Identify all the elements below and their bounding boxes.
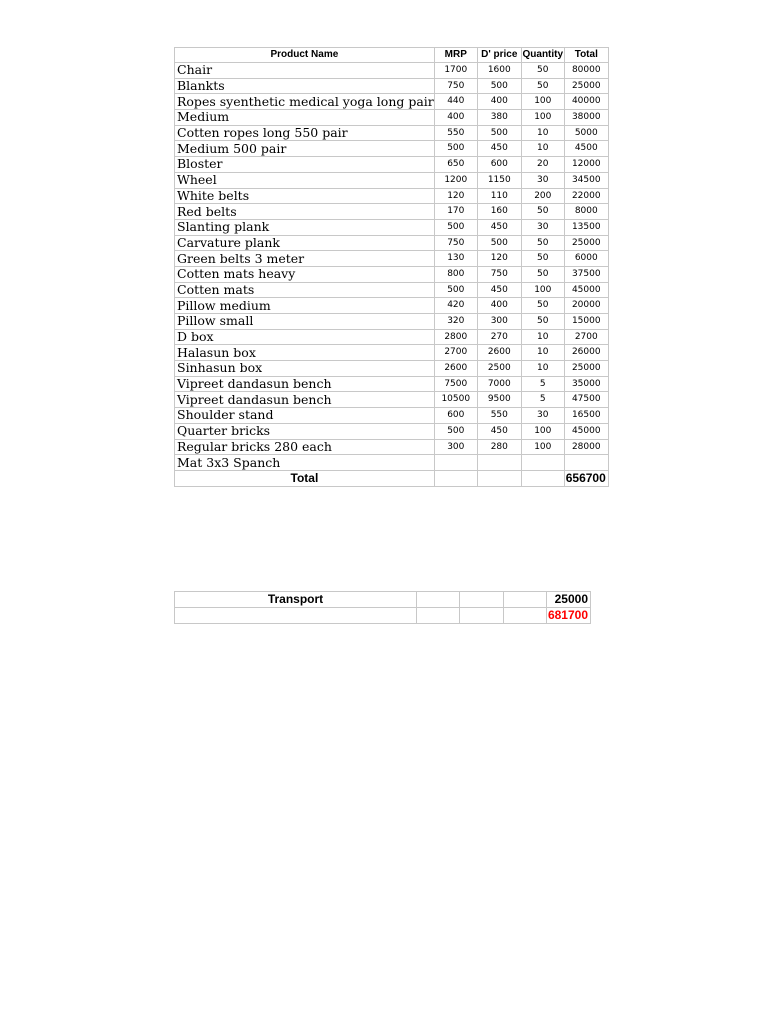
- dprice-cell: 450: [477, 141, 521, 157]
- empty-cell: [175, 608, 417, 624]
- table-row: [175, 423, 609, 439]
- total-label: Total: [175, 470, 435, 486]
- quantity-cell: 50: [521, 298, 564, 314]
- quantity-cell: 30: [521, 172, 564, 188]
- total-cell: 26000: [564, 345, 608, 361]
- dprice-cell: 270: [477, 329, 521, 345]
- table-row: [175, 439, 609, 455]
- dprice-cell: 300: [477, 314, 521, 330]
- transport-table: [174, 591, 591, 624]
- product-name-cell: Pillow medium: [175, 298, 435, 314]
- table-row: [175, 110, 609, 126]
- dprice-cell: 1150: [477, 172, 521, 188]
- quantity-cell: 50: [521, 78, 564, 94]
- total-cell: 37500: [564, 266, 608, 282]
- total-cell: 16500: [564, 408, 608, 424]
- table-row: [175, 282, 609, 298]
- table-row: [175, 125, 609, 141]
- total-row: [175, 470, 609, 486]
- mrp-cell: 750: [434, 235, 477, 251]
- quantity-cell: 10: [521, 141, 564, 157]
- quantity-cell: 100: [521, 439, 564, 455]
- quantity-cell: 30: [521, 408, 564, 424]
- product-name-cell: Red belts: [175, 204, 435, 220]
- dprice-cell: 280: [477, 439, 521, 455]
- total-cell: 5000: [564, 125, 608, 141]
- dprice-cell: 2600: [477, 345, 521, 361]
- mrp-cell: 120: [434, 188, 477, 204]
- total-cell: [564, 455, 608, 471]
- total-cell: 38000: [564, 110, 608, 126]
- total-value: 656700: [564, 470, 608, 486]
- quantity-cell: 20: [521, 157, 564, 173]
- quantity-cell: 100: [521, 110, 564, 126]
- empty-cell: [434, 470, 477, 486]
- empty-cell: [417, 608, 460, 624]
- product-name-cell: Cotten mats: [175, 282, 435, 298]
- grand-total-value: 681700: [547, 608, 591, 624]
- total-cell: 47500: [564, 392, 608, 408]
- mrp-cell: 1200: [434, 172, 477, 188]
- total-cell: 25000: [564, 235, 608, 251]
- product-name-cell: Chair: [175, 63, 435, 79]
- table-row: [175, 329, 609, 345]
- product-name-cell: Cotten ropes long 550 pair: [175, 125, 435, 141]
- total-cell: 45000: [564, 423, 608, 439]
- quantity-cell: 100: [521, 282, 564, 298]
- dprice-cell: 450: [477, 423, 521, 439]
- mrp-cell: 500: [434, 141, 477, 157]
- product-rows: [175, 63, 609, 471]
- product-name-cell: Wheel: [175, 172, 435, 188]
- dprice-cell: 450: [477, 219, 521, 235]
- dprice-cell: 120: [477, 251, 521, 267]
- dprice-cell: 400: [477, 298, 521, 314]
- quantity-cell: 50: [521, 204, 564, 220]
- total-cell: 12000: [564, 157, 608, 173]
- dprice-cell: 7000: [477, 376, 521, 392]
- total-cell: 40000: [564, 94, 608, 110]
- table-row: [175, 455, 609, 471]
- product-name-cell: Blankts: [175, 78, 435, 94]
- product-name-cell: Sinhasun box: [175, 361, 435, 377]
- table-row: [175, 251, 609, 267]
- transport-value: 25000: [547, 592, 591, 608]
- mrp-cell: 550: [434, 125, 477, 141]
- table-row: [175, 78, 609, 94]
- mrp-cell: 320: [434, 314, 477, 330]
- table-row: [175, 376, 609, 392]
- product-table: [174, 47, 609, 487]
- total-cell: 4500: [564, 141, 608, 157]
- total-cell: 20000: [564, 298, 608, 314]
- dprice-cell: 500: [477, 235, 521, 251]
- mrp-cell: 2800: [434, 329, 477, 345]
- empty-cell: [521, 470, 564, 486]
- product-name-cell: D box: [175, 329, 435, 345]
- table-row: [175, 94, 609, 110]
- total-cell: 34500: [564, 172, 608, 188]
- header-row: [175, 48, 609, 63]
- mrp-cell: 600: [434, 408, 477, 424]
- product-name-cell: Cotten mats heavy: [175, 266, 435, 282]
- empty-cell: [477, 470, 521, 486]
- total-cell: 13500: [564, 219, 608, 235]
- mrp-cell: 300: [434, 439, 477, 455]
- table-row: [175, 392, 609, 408]
- mrp-cell: 650: [434, 157, 477, 173]
- mrp-cell: 420: [434, 298, 477, 314]
- dprice-cell: 110: [477, 188, 521, 204]
- empty-cell: [460, 608, 504, 624]
- product-name-cell: Vipreet dandasun bench: [175, 392, 435, 408]
- mrp-cell: 800: [434, 266, 477, 282]
- quantity-cell: 10: [521, 329, 564, 345]
- quantity-cell: 5: [521, 392, 564, 408]
- product-name-cell: Vipreet dandasun bench: [175, 376, 435, 392]
- mrp-cell: 750: [434, 78, 477, 94]
- total-cell: 45000: [564, 282, 608, 298]
- total-cell: 15000: [564, 314, 608, 330]
- dprice-cell: 550: [477, 408, 521, 424]
- quantity-cell: 50: [521, 235, 564, 251]
- table-row: [175, 314, 609, 330]
- mrp-cell: 10500: [434, 392, 477, 408]
- mrp-cell: 170: [434, 204, 477, 220]
- quantity-cell: 50: [521, 251, 564, 267]
- mrp-cell: 500: [434, 219, 477, 235]
- table-row: [175, 361, 609, 377]
- dprice-cell: 750: [477, 266, 521, 282]
- product-name-cell: Regular bricks 280 each: [175, 439, 435, 455]
- product-name-cell: Shoulder stand: [175, 408, 435, 424]
- quantity-cell: 10: [521, 361, 564, 377]
- table-row: [175, 141, 609, 157]
- dprice-cell: 2500: [477, 361, 521, 377]
- total-cell: 8000: [564, 204, 608, 220]
- quantity-cell: 200: [521, 188, 564, 204]
- dprice-cell: 160: [477, 204, 521, 220]
- table-row: [175, 408, 609, 424]
- total-cell: 80000: [564, 63, 608, 79]
- product-name-cell: Halasun box: [175, 345, 435, 361]
- table-row: [175, 345, 609, 361]
- header-dprice: D' price: [477, 48, 521, 63]
- total-cell: 22000: [564, 188, 608, 204]
- dprice-cell: 450: [477, 282, 521, 298]
- transport-label: Transport: [175, 592, 417, 608]
- dprice-cell: 1600: [477, 63, 521, 79]
- mrp-cell: 500: [434, 423, 477, 439]
- dprice-cell: 600: [477, 157, 521, 173]
- mrp-cell: [434, 455, 477, 471]
- empty-cell: [417, 592, 460, 608]
- table-row: [175, 204, 609, 220]
- quantity-cell: 10: [521, 125, 564, 141]
- header-total: Total: [564, 48, 608, 63]
- quantity-cell: 50: [521, 266, 564, 282]
- total-cell: 28000: [564, 439, 608, 455]
- header-quantity: Quantity: [521, 48, 564, 63]
- dprice-cell: 380: [477, 110, 521, 126]
- table-row: [175, 235, 609, 251]
- total-cell: 6000: [564, 251, 608, 267]
- product-name-cell: Medium: [175, 110, 435, 126]
- table-row: [175, 172, 609, 188]
- mrp-cell: 7500: [434, 376, 477, 392]
- product-name-cell: Mat 3x3 Spanch: [175, 455, 435, 471]
- transport-row: [175, 592, 591, 608]
- quantity-cell: 100: [521, 423, 564, 439]
- mrp-cell: 440: [434, 94, 477, 110]
- table-row: [175, 157, 609, 173]
- product-name-cell: Ropes syenthetic medical yoga long pair: [175, 94, 435, 110]
- quantity-cell: 10: [521, 345, 564, 361]
- product-name-cell: Green belts 3 meter: [175, 251, 435, 267]
- total-cell: 2700: [564, 329, 608, 345]
- product-name-cell: Quarter bricks: [175, 423, 435, 439]
- quantity-cell: 50: [521, 63, 564, 79]
- product-name-cell: Pillow small: [175, 314, 435, 330]
- dprice-cell: 400: [477, 94, 521, 110]
- total-cell: 25000: [564, 361, 608, 377]
- quantity-cell: [521, 455, 564, 471]
- quantity-cell: 30: [521, 219, 564, 235]
- quantity-cell: 50: [521, 314, 564, 330]
- mrp-cell: 500: [434, 282, 477, 298]
- table-row: [175, 63, 609, 79]
- empty-cell: [504, 592, 547, 608]
- dprice-cell: 500: [477, 78, 521, 94]
- table-row: [175, 219, 609, 235]
- table-row: [175, 266, 609, 282]
- product-name-cell: White belts: [175, 188, 435, 204]
- table-row: [175, 298, 609, 314]
- mrp-cell: 400: [434, 110, 477, 126]
- product-name-cell: Carvature plank: [175, 235, 435, 251]
- mrp-cell: 2600: [434, 361, 477, 377]
- table-row: [175, 188, 609, 204]
- dprice-cell: [477, 455, 521, 471]
- dprice-cell: 500: [477, 125, 521, 141]
- product-name-cell: Medium 500 pair: [175, 141, 435, 157]
- total-cell: 35000: [564, 376, 608, 392]
- mrp-cell: 130: [434, 251, 477, 267]
- dprice-cell: 9500: [477, 392, 521, 408]
- mrp-cell: 2700: [434, 345, 477, 361]
- empty-cell: [460, 592, 504, 608]
- product-name-cell: Bloster: [175, 157, 435, 173]
- quantity-cell: 5: [521, 376, 564, 392]
- header-product-name: Product Name: [175, 48, 435, 63]
- product-name-cell: Slanting plank: [175, 219, 435, 235]
- mrp-cell: 1700: [434, 63, 477, 79]
- empty-cell: [504, 608, 547, 624]
- header-mrp: MRP: [434, 48, 477, 63]
- total-cell: 25000: [564, 78, 608, 94]
- grand-total-row: [175, 608, 591, 624]
- quantity-cell: 100: [521, 94, 564, 110]
